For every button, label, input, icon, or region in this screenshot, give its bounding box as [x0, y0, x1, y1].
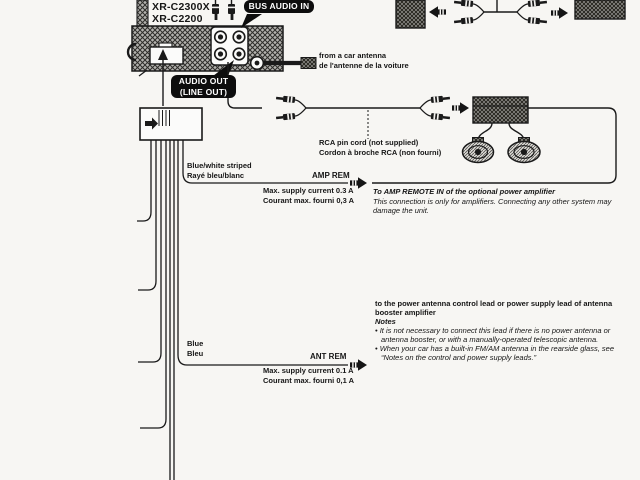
harness-wire-left-2 [138, 140, 156, 290]
bus-audio-in-label: BUS AUDIO IN [248, 1, 310, 12]
arrow-right-icon [551, 7, 568, 19]
note-2-line-2: “Notes on the control and power supply leads.” [381, 353, 537, 362]
harness-socket [150, 47, 183, 64]
ant-rem-dest-2: booster amplifier [375, 308, 436, 317]
ant-rem-dest-1: to the power antenna control lead or power supply lead of antenna [375, 299, 613, 308]
note-1-line-2: antenna booster, or with a manually-operated telescopic antenna. [381, 335, 599, 344]
arrow-left-icon [429, 6, 446, 18]
ant-rem-label: ANT REM [310, 352, 347, 361]
changer-unit-right [575, 0, 625, 19]
harness-wire-left-3 [138, 140, 161, 362]
audio-out-label-1: AUDIO OUT [178, 76, 229, 86]
bus-audio-in-callout [244, 0, 314, 13]
note-1-line-1: • It is not necessary to connect this lead if there is no power antenna or [375, 326, 611, 335]
amp-rem-max-fr: Courant max. fourni 0,3 A [263, 196, 354, 205]
ant-rem-max-fr: Courant max. fourni 0,1 A [263, 376, 354, 385]
audio-out-label-2: (LINE OUT) [179, 86, 228, 97]
amp-rem-wire-color-fr: Rayé bleu/blanc [187, 171, 245, 180]
notes-title: Notes [375, 317, 396, 326]
rca-plug-pair-left [276, 95, 306, 121]
antenna-lead-ferrule [301, 58, 316, 69]
note-2-line-1: • When your car has a built-in FM/AM antenna in the rearside glass, see [375, 344, 614, 353]
ant-rem-wire-color-en: Blue [187, 339, 204, 348]
antenna-note-en: from a car antenna [319, 51, 387, 60]
bus-cable-assembly [396, 0, 625, 28]
antenna-note-fr: de l'antenne de la voiture [319, 61, 409, 70]
amp-rem-wire-color-en: Blue/white striped [187, 161, 252, 170]
harness-wire-left-1 [137, 140, 151, 221]
rca-cord-note-fr: Cordon à broche RCA (non fourni) [319, 148, 442, 157]
harness-wire-left-4 [140, 140, 166, 428]
audio-out-callout [171, 75, 236, 98]
ant-rem-wire-color-fr: Bleu [187, 349, 204, 358]
bus-cable-plugs [212, 0, 235, 20]
rca-cord-note-en: RCA pin cord (not supplied) [319, 138, 419, 147]
speaker [463, 138, 494, 163]
speaker [508, 138, 540, 163]
rca-plug-pair-right [420, 95, 450, 121]
harness-connector [140, 108, 202, 140]
rear-cable-stub [137, 0, 148, 26]
ant-rem-max-en: Max. supply current 0.1 A [263, 366, 354, 375]
amp-remote-in-note-2: damage the unit. [373, 206, 429, 215]
amp-rem-label: AMP REM [312, 171, 350, 180]
changer-unit-left [396, 0, 425, 28]
model-label-2: XR-C2200 [152, 13, 203, 25]
amp-rem-max-en: Max. supply current 0.3 A [263, 186, 354, 195]
to-amp-arrow-icon [452, 102, 469, 114]
amp-remote-in-title: To AMP REMOTE IN of the optional power amplifier [373, 187, 556, 196]
bus-audio-in-panel [211, 27, 248, 65]
model-label-1: XR-C2300X [152, 1, 210, 13]
rca-plug-pair-right [517, 0, 547, 25]
rca-plug-pair-left [454, 0, 484, 25]
rca-pin-cord [276, 95, 469, 139]
amp-remote-in-note-1: This connection is only for amplifiers. Connecting any other system may [373, 197, 612, 206]
